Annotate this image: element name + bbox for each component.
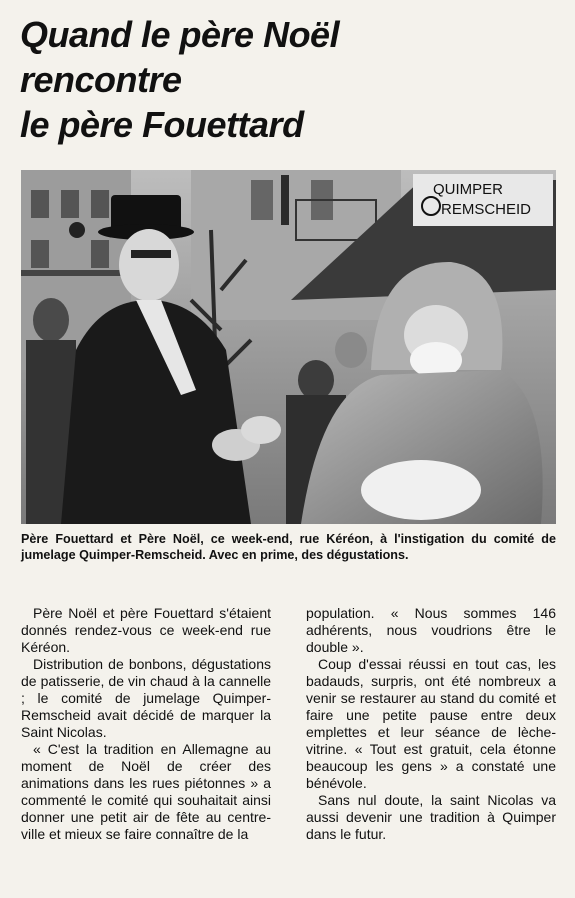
paragraph: Père Noël et père Fouettard s'étaient donnés rendez-vous ce week-end rue Kéréon. <box>21 605 271 655</box>
paragraph-continuation: population. « Nous sommes 146 adhérents, nous voudrions être le double ». <box>306 605 556 655</box>
article-body <box>21 605 556 885</box>
sign-remscheid: REMSCHEID <box>441 201 532 218</box>
headline-line-1: Quand le père Noël <box>20 14 340 55</box>
sign-quimper: QUIMPER <box>433 181 504 198</box>
headline <box>20 12 560 147</box>
parking-sign-icon <box>69 222 85 238</box>
news-photo <box>21 170 556 524</box>
paragraph: « C'est la tradition en Allemagne au moment de Noël de créer des animations dans les rues piétonnes » a commenté le comité qui souhaitait ainsi donner une petit air de fête au centre-ville et mieux se faire connaître de la <box>21 741 271 842</box>
article-column-1 <box>21 605 271 885</box>
paragraph: Sans nul doute, la saint Nicolas va aussi devenir une tradition à Quimper dans le futur. <box>306 792 556 842</box>
headline-line-2: rencontre <box>20 59 182 100</box>
article-column-2 <box>306 605 556 885</box>
headline-line-3: le père Fouettard <box>20 104 304 145</box>
photo-illustration <box>21 170 556 524</box>
paragraph: Distribution de bonbons, dégustations de patisserie, de vin chaud à la cannelle ; le comité de jumelage Quimper-Remscheid avait décidé de marquer la Saint Nicolas. <box>21 656 271 740</box>
paragraph: Coup d'essai réussi en tout cas, les badauds, surpris, ont été nombreux a venir se restaurer au stand du comité et faire une petite pause entre deux emplettes et leur séance de lèche-vitrine. « Tout est gratuit, cela étonne beaucoup les gens » a constaté une bénévole. <box>306 656 556 791</box>
photo-caption: Père Fouettard et Père Noël, ce week-end, rue Kéréon, à l'instigation du comité de jumelage Quimper-Remscheid. Avec en prime, des dégustations. <box>21 532 556 562</box>
